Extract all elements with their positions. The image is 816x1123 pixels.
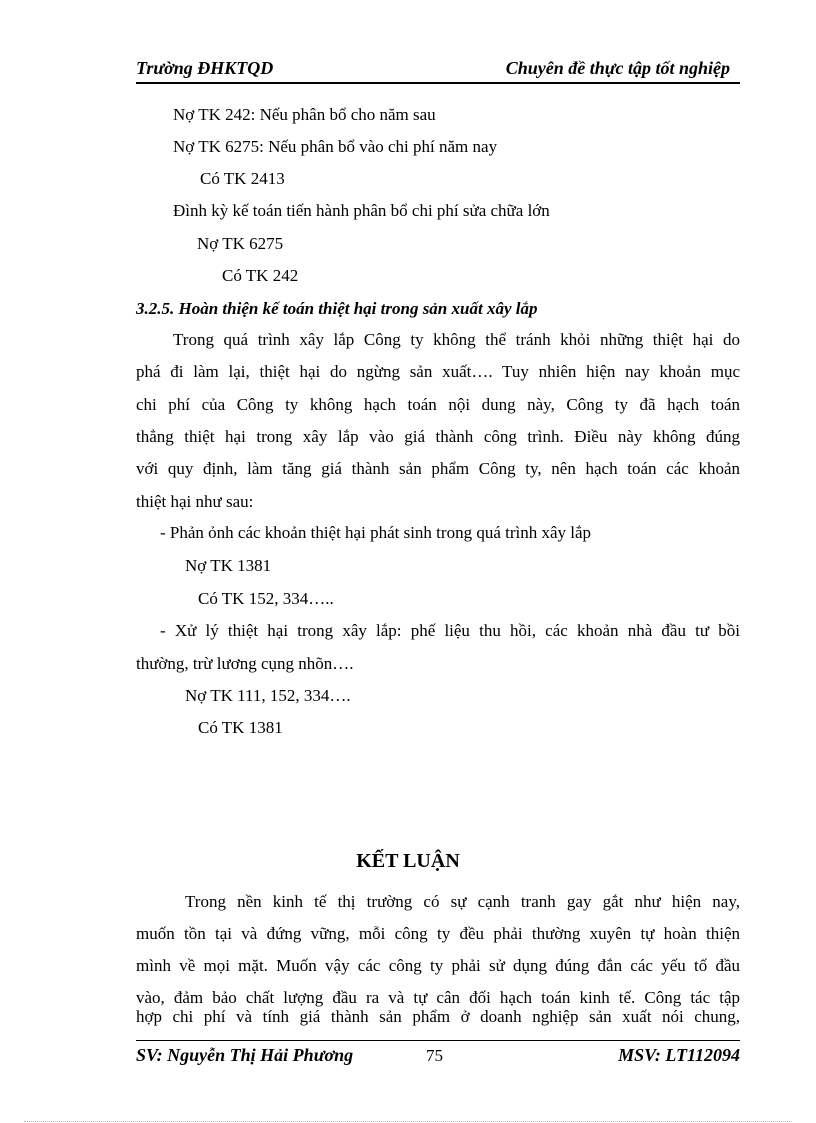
conclusion-line: muốn tồn tại và đứng vững, mỗi công ty đều phải thường xuyên tự hoàn thiện — [136, 924, 740, 943]
conclusion-line: mình về mọi mặt. Muốn vậy các công ty phải sử dụng đúng đắn các yếu tố đầu — [136, 956, 740, 975]
entry-line: Nợ TK 6275: Nếu phân bổ vào chi phí năm nay — [173, 137, 498, 156]
conclusion-line: hợp chi phí và tính giá thành sản phẩm ở doanh nghiệp sản xuất nói chung, — [136, 1007, 740, 1026]
paragraph-line: thẳng thiệt hại trong xây lắp vào giá thành công trình. Điều này không đúng — [136, 427, 740, 446]
entry-line: Nợ TK 6275 — [197, 234, 284, 253]
page-number: 75 — [426, 1046, 443, 1065]
page-bottom-border — [24, 1121, 792, 1122]
entry-line: Đình kỳ kế toán tiến hành phân bổ chi phí sửa chữa lớn — [173, 201, 550, 220]
entry-line: Nợ TK 242: Nếu phân bổ cho năm sau — [173, 105, 436, 124]
header-report-type: Chuyên đề thực tập tốt nghiệp — [505, 58, 730, 78]
conclusion-line: Trong nền kinh tế thị trường có sự cạnh tranh gay gắt như hiện nay, — [185, 892, 740, 911]
section-heading: 3.2.5. Hoàn thiện kế toán thiệt hại trong sản xuất xây lắp — [136, 299, 538, 318]
paragraph-line: thiệt hại như sau: — [136, 492, 254, 511]
entry-line: Có TK 2413 — [200, 169, 285, 188]
page-footer — [136, 1040, 740, 1067]
page-header — [136, 58, 740, 84]
paragraph-line: phá đi làm lại, thiệt hại do ngừng sản xuất…. Tuy nhiên hiện nay khoản mục — [136, 362, 740, 381]
header-school: Trường ĐHKTQD — [136, 58, 274, 78]
bullet-line: - Phản ỏnh các khoản thiệt hại phát sinh trong quá trình xây lắp — [160, 523, 592, 542]
bullet-line: thường, trừ lương cụng nhõn…. — [136, 654, 354, 673]
entry-line: Có TK 152, 334….. — [198, 589, 334, 608]
paragraph-line: chi phí của Công ty không hạch toán nội dung này, Công ty đã hạch toán — [136, 395, 740, 414]
conclusion-line: vào, đảm bảo chất lượng đầu ra và tự cân đối hạch toán kinh tế. Công tác tập — [136, 988, 740, 1007]
paragraph-line: Trong quá trình xây lắp Công ty không thể tránh khỏi những thiệt hại do — [173, 330, 740, 349]
entry-line: Có TK 242 — [222, 266, 299, 285]
entry-line: Nợ TK 111, 152, 334…. — [185, 686, 351, 705]
bullet-line: - Xử lý thiệt hại trong xây lắp: phế liệu thu hồi, các khoản nhà đầu tư bồi — [160, 621, 740, 640]
entry-line: Nợ TK 1381 — [185, 556, 272, 575]
footer-student: SV: Nguyễn Thị Hải Phương — [136, 1045, 354, 1065]
footer-student-id: MSV: LT112094 — [618, 1045, 740, 1065]
conclusion-title: KẾT LUẬN — [356, 850, 460, 872]
entry-line: Có TK 1381 — [198, 718, 283, 737]
paragraph-line: với quy định, làm tăng giá thành sản phẩm Công ty, nên hạch toán các khoản — [136, 459, 740, 478]
